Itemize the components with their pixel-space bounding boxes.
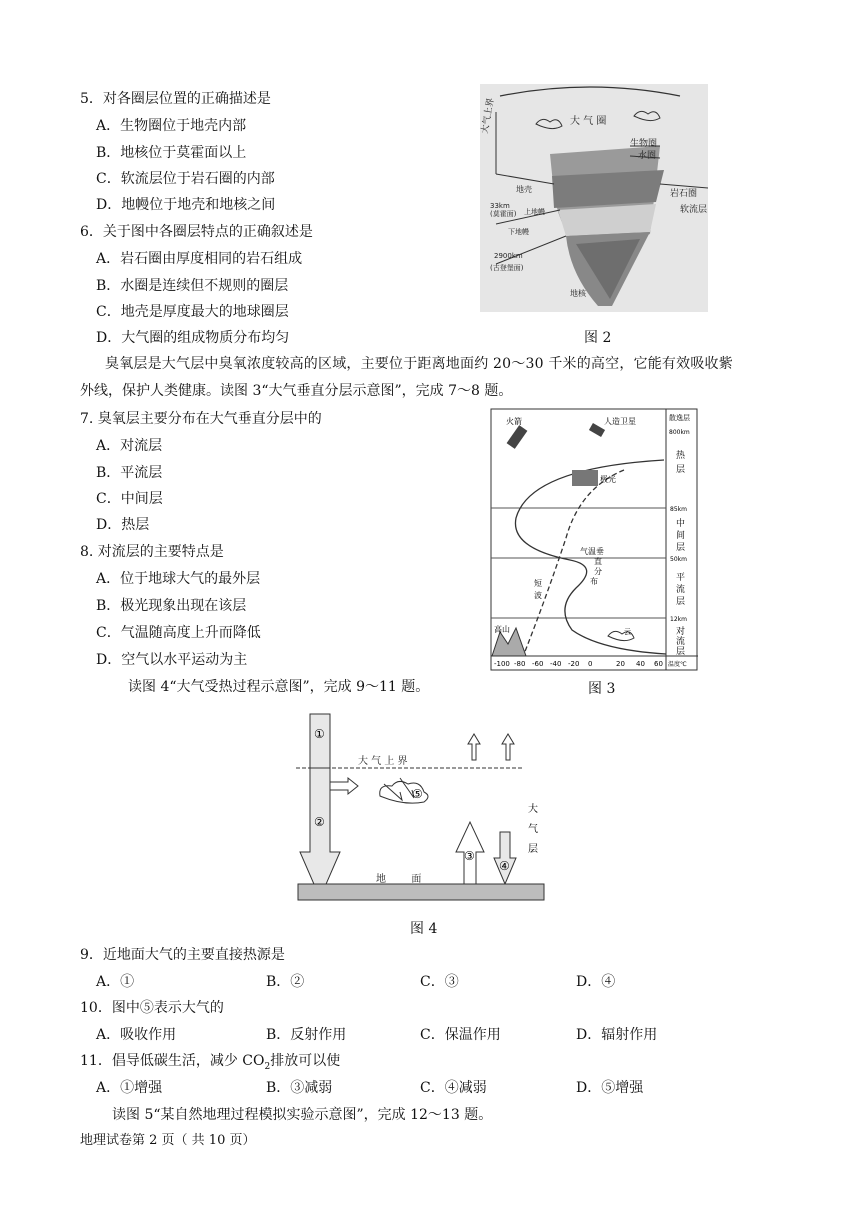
fig4-atmosphere-label-3: 层 — [528, 844, 538, 855]
q11-stem-subscript: 2 — [264, 1061, 271, 1072]
fig2-biosphere-label: 生物圈 — [630, 139, 658, 149]
fig3-height-50: 50km — [670, 556, 687, 563]
figure-4-caption: 图 4 — [410, 921, 438, 937]
fig4-atmosphere-label-1: 大 — [528, 804, 538, 815]
fig3-troposphere-label-2: 流 — [676, 637, 686, 647]
q5-option-d: D．地幔位于地壳和地核之间 — [96, 197, 276, 213]
fig3-temp-label-1: 气温垂 — [580, 547, 604, 556]
q9-stem: 9．近地面大气的主要直接热源是 — [80, 947, 285, 963]
q11-option-c: C．④减弱 — [420, 1080, 487, 1096]
fig4-ground-label: 地 面 — [376, 874, 422, 885]
fig2-lithosphere-label: 岩石圈 — [670, 189, 698, 199]
fig3-tick-m20: -20 — [568, 660, 580, 668]
q7-option-c: C．中间层 — [96, 491, 163, 507]
fig3-stratosphere-label-2: 流 — [676, 585, 686, 595]
fig3-x-unit: 温度℃ — [668, 661, 687, 668]
q9-option-b: B．② — [266, 974, 305, 990]
q11-stem — [80, 1052, 340, 1076]
q8-option-a: A．位于地球大气的最外层 — [96, 571, 261, 587]
fig4-atmosphere-label-2: 气 — [528, 824, 538, 835]
fig5-intro: 读图 5“某自然地理过程模拟实验示意图”，完成 12～13 题。 — [112, 1107, 493, 1123]
q7-option-d: D．热层 — [96, 517, 150, 533]
fig3-thermosphere-label-1: 热 — [676, 451, 686, 461]
q6-option-d: D．大气圈的组成物质分布均匀 — [96, 330, 290, 346]
fig3-stratosphere-label-1: 平 — [676, 573, 686, 583]
q8-option-c: C．气温随高度上升而降低 — [96, 625, 261, 641]
q10-option-a: A．吸收作用 — [96, 1027, 177, 1043]
q10-option-c: C．保温作用 — [420, 1027, 501, 1043]
q7-option-b: B．平流层 — [96, 465, 163, 481]
fig3-rocket-label: 火箭 — [506, 417, 522, 426]
q10-option-b: B．反射作用 — [266, 1027, 347, 1043]
fig3-tick-60: 60 — [654, 660, 663, 668]
q11-option-a: A．①增强 — [96, 1080, 163, 1096]
fig2-lower-mantle-label: 下地幔 — [508, 228, 529, 236]
q7-option-a: A．对流层 — [96, 438, 163, 454]
fig3-tick-m100: -100 — [494, 660, 510, 668]
q7-stem: 7. 臭氧层主要分布在大气垂直分层中的 — [80, 411, 322, 427]
fig3-tick-0: 0 — [588, 660, 593, 668]
fig3-tick-20: 20 — [616, 660, 625, 668]
figure-3-atmosphere-layers — [490, 408, 698, 671]
fig2-hydrosphere-label: 水圈 — [638, 151, 657, 161]
figure-2-caption: 图 2 — [584, 330, 612, 346]
q5-option-c: C．软流层位于岩石圈的内部 — [96, 171, 275, 187]
fig3-thermosphere-label-2: 层 — [676, 465, 686, 475]
ozone-intro-line2: 外线，保护人类健康。读图 3“大气垂直分层示意图”，完成 7～8 题。 — [80, 383, 513, 399]
fig2-crust-label: 地壳 — [516, 185, 532, 194]
q10-option-d: D．辐射作用 — [576, 1027, 658, 1043]
fig3-satellite-label: 人造卫星 — [604, 417, 636, 426]
fig4-label-5: ⑤ — [412, 787, 423, 801]
fig2-moho-label: (莫霍面) — [490, 210, 517, 218]
q9-option-a: A．① — [96, 974, 135, 990]
q9-option-c: C．③ — [420, 974, 459, 990]
fig2-gutenberg-label: (古登堡面) — [490, 264, 524, 272]
q6-option-a: A．岩石圈由厚度相同的岩石组成 — [96, 251, 303, 267]
fig2-asthenosphere-label: 软流层 — [680, 205, 708, 215]
q8-stem: 8. 对流层的主要特点是 — [80, 544, 224, 560]
fig3-troposphere-label-3: 层 — [676, 647, 686, 657]
fig3-tick-40: 40 — [636, 660, 645, 668]
q5-stem: 5．对各圈层位置的正确描述是 — [80, 91, 271, 107]
fig4-label-1: ① — [314, 727, 325, 741]
fig3-height-800: 800km — [669, 429, 690, 436]
fig2-core-label: 地核 — [570, 289, 586, 298]
fig3-tick-m80: -80 — [514, 660, 526, 668]
q9-option-d: D．④ — [576, 974, 616, 990]
fig3-height-12: 12km — [670, 616, 687, 623]
fig4-upper-bound-label: 大 气 上 界 — [358, 756, 408, 767]
fig3-shortwave-label-2: 波 — [534, 591, 542, 600]
fig3-temp-label-2: 直 — [594, 557, 602, 566]
q5-option-a: A．生物圈位于地壳内部 — [96, 118, 247, 134]
fig3-tick-m60: -60 — [532, 660, 544, 668]
fig3-cloud-label: 云 — [624, 628, 631, 636]
q6-option-c: C．地壳是厚度最大的地球圈层 — [96, 304, 289, 320]
q6-stem: 6．关于图中各圈层特点的正确叙述是 — [80, 224, 313, 240]
fig3-height-85: 85km — [670, 506, 687, 513]
q8-option-d: D．空气以水平运动为主 — [96, 652, 248, 668]
fig3-exosphere-label: 散逸层 — [669, 414, 690, 422]
fig3-mesosphere-label-1: 中 — [676, 519, 686, 529]
page-footer: 地理试卷第 2 页（ 共 10 页） — [80, 1133, 256, 1148]
fig3-tick-m40: -40 — [550, 660, 562, 668]
q6-option-b: B．水圈是连续但不规则的圈层 — [96, 278, 289, 294]
fig4-label-2: ② — [314, 815, 325, 829]
ozone-intro-line1: 臭氧层是大气层中臭氧浓度较高的区域，主要位于距离地面约 20～30 千米的高空，它能有效吸收紫 — [105, 356, 733, 372]
fig2-upper-bound-label: 大气上界 — [480, 97, 497, 135]
fig3-stratosphere-label-3: 层 — [676, 597, 686, 607]
fig3-temp-label-3: 分 — [594, 567, 602, 576]
q11-option-d: D．⑤增强 — [576, 1080, 644, 1096]
q11-option-b: B．③减弱 — [266, 1080, 333, 1096]
fig3-aurora-label: 极光 — [600, 475, 616, 484]
fig3-shortwave-label-1: 短 — [534, 579, 542, 588]
q5-option-b: B．地核位于莫霍面以上 — [96, 145, 247, 161]
fig4-intro: 读图 4“大气受热过程示意图”，完成 9～11 题。 — [128, 679, 430, 695]
fig3-troposphere-label-1: 对 — [676, 627, 686, 637]
q10-stem: 10．图中⑤表示大气的 — [80, 1000, 224, 1016]
fig3-temp-label-4: 布 — [590, 577, 598, 586]
fig4-label-3: ③ — [464, 849, 475, 863]
q11-stem-suffix: 排放可以使 — [270, 1053, 341, 1069]
figure-2-earth-spheres — [480, 84, 708, 312]
fig3-mesosphere-label-2: 间 — [676, 531, 686, 541]
q8-option-b: B．极光现象出现在该层 — [96, 598, 247, 614]
fig4-label-4: ④ — [499, 859, 510, 873]
fig2-depth2-label: 2900km — [494, 252, 523, 260]
fig3-mesosphere-label-3: 层 — [676, 543, 686, 553]
figure-3-caption: 图 3 — [588, 681, 616, 697]
fig3-mountain-label: 高山 — [494, 625, 510, 634]
fig2-depth1-label: 33km — [490, 202, 510, 210]
q11-stem-prefix: 11．倡导低碳生活，减少 CO — [80, 1053, 265, 1069]
fig2-upper-mantle-label: 上地幔 — [524, 208, 545, 216]
figure-4-heating-process — [296, 712, 546, 904]
fig2-atmosphere-label: 大 气 圈 — [570, 116, 607, 127]
